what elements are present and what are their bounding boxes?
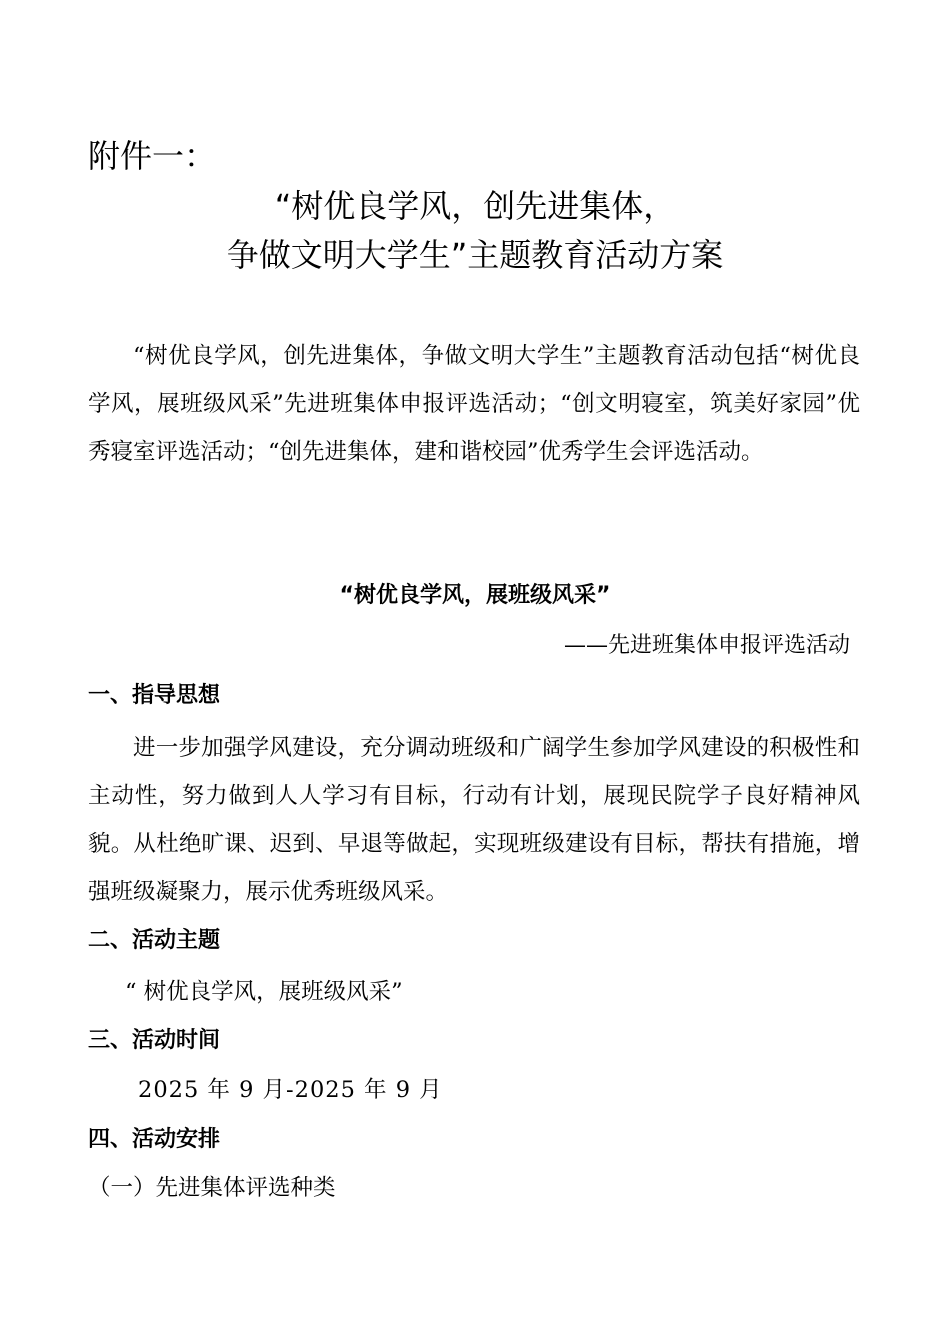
heading-activity-theme: 二、活动主题 xyxy=(88,928,221,953)
heading-activity-arrangement: 四、活动安排 xyxy=(88,1127,221,1152)
subheading-collective-categories: （一）先进集体评选种类 xyxy=(88,1175,336,1201)
intro-paragraph: “树优良学风，创先进集体，争做文明大学生”主题教育活动包括“树优良学风，展班级风采”先进班集体申报评选活动；“创文明寝室，筑美好家园”优秀寝室评选活动；“创先进集体，建和谐校园”优秀学生会评选活动。 xyxy=(88,343,860,465)
document-title-line-2: 争做文明大学生”主题教育活动方案 xyxy=(226,236,724,274)
attachment-label: 附件一： xyxy=(88,137,217,175)
guiding-thought-paragraph: 进一步加强学风建设，充分调动班级和广阔学生参加学风建设的积极性和主动性，努力做到人人学习有目标，行动有计划，展现民院学子良好精神风貌。从杜绝旷课、迟到、早退等做起，实现班级建设有目标，帮扶有措施，增强班级凝聚力，展示优秀班级风采。 xyxy=(88,735,860,905)
section-title: “树优良学风，展班级风采” xyxy=(339,583,611,608)
document-title-line-1: “树优良学风，创先进集体， xyxy=(274,187,676,225)
activity-time-text: 2025 年 9 月-2025 年 9 月 xyxy=(138,1077,443,1103)
activity-theme-text: “ 树优良学风，展班级风采” xyxy=(125,979,403,1005)
heading-guiding-thought: 一、指导思想 xyxy=(88,683,221,708)
heading-activity-time: 三、活动时间 xyxy=(88,1028,221,1053)
section-subtitle: ——先进班集体申报评选活动 xyxy=(563,633,850,658)
